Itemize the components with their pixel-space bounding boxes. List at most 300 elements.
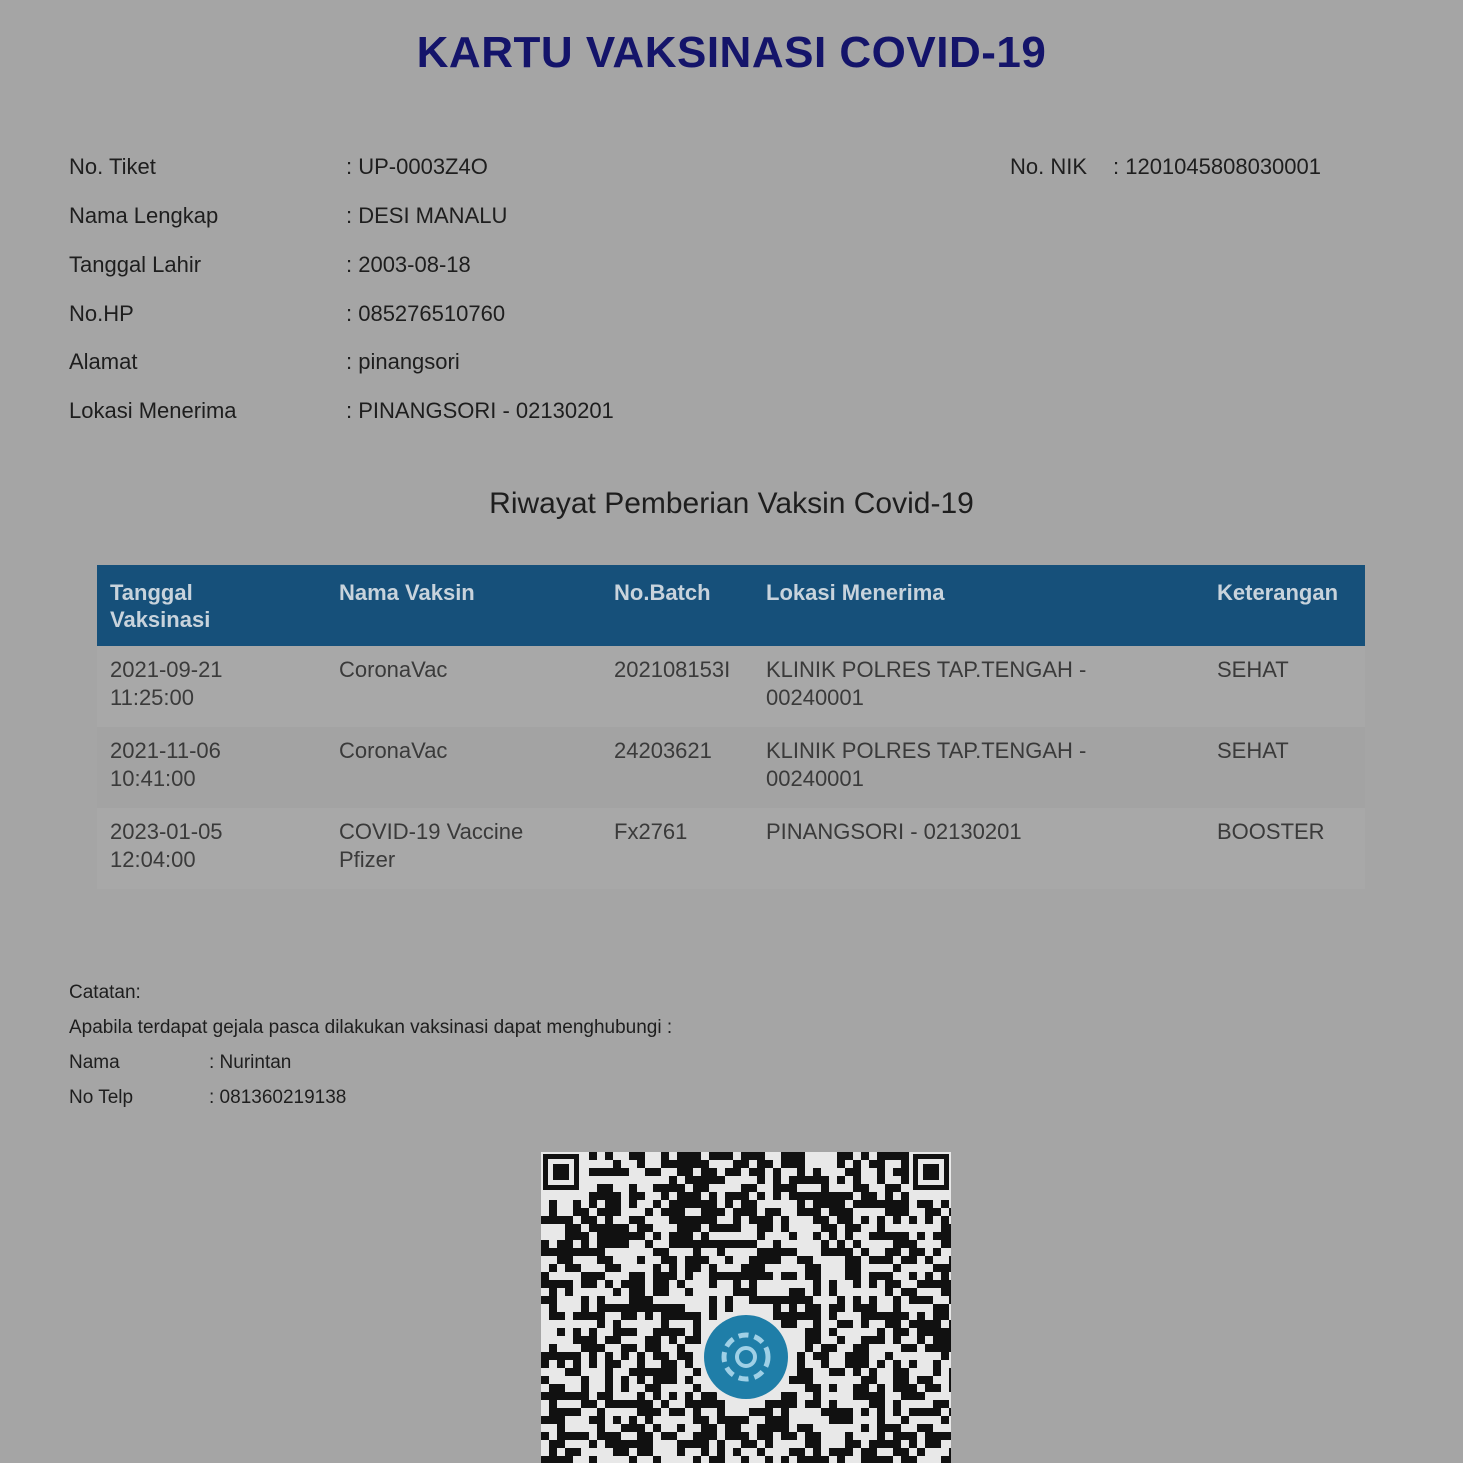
- qr-module: [621, 1440, 629, 1448]
- qr-module: [893, 1304, 901, 1312]
- qr-module: [853, 1160, 861, 1168]
- qr-module: [677, 1440, 685, 1448]
- qr-module: [605, 1400, 613, 1408]
- qr-module: [661, 1320, 669, 1328]
- qr-module: [893, 1400, 901, 1408]
- qr-module: [917, 1232, 925, 1240]
- qr-module: [789, 1272, 797, 1280]
- qr-module: [629, 1232, 637, 1240]
- row-time-value: 10:41:00: [110, 766, 196, 791]
- qr-module: [933, 1248, 941, 1256]
- qr-module: [613, 1264, 621, 1272]
- row-location: [766, 737, 1186, 793]
- qr-module: [781, 1152, 789, 1160]
- qr-module: [837, 1216, 845, 1224]
- qr-module: [669, 1272, 677, 1280]
- qr-module: [541, 1272, 549, 1280]
- qr-module: [573, 1352, 581, 1360]
- qr-module: [613, 1448, 621, 1456]
- qr-module: [629, 1440, 637, 1448]
- qr-module: [581, 1304, 589, 1312]
- qr-module: [781, 1456, 789, 1463]
- qr-module: [853, 1392, 861, 1400]
- qr-module: [829, 1408, 837, 1416]
- qr-module: [653, 1384, 661, 1392]
- qr-module: [741, 1272, 749, 1280]
- qr-module: [717, 1224, 725, 1232]
- qr-module: [701, 1432, 709, 1440]
- qr-module: [685, 1352, 693, 1360]
- qr-module: [901, 1192, 909, 1200]
- qr-module: [685, 1152, 693, 1160]
- qr-module: [837, 1152, 845, 1160]
- qr-module: [541, 1352, 549, 1360]
- qr-module: [621, 1240, 629, 1248]
- qr-module: [813, 1336, 821, 1344]
- qr-module: [565, 1392, 573, 1400]
- qr-module: [853, 1240, 861, 1248]
- qr-module: [893, 1200, 901, 1208]
- qr-module: [549, 1304, 557, 1312]
- qr-module: [677, 1232, 685, 1240]
- qr-module: [573, 1392, 581, 1400]
- row-time-value: 11:25:00: [110, 685, 195, 710]
- qr-module: [685, 1216, 693, 1224]
- header-date-line1: Tanggal: [110, 580, 193, 605]
- qr-module: [725, 1240, 733, 1248]
- qr-module: [845, 1416, 853, 1424]
- row-location-line2: 00240001: [766, 685, 864, 710]
- qr-module: [845, 1264, 853, 1272]
- qr-module: [661, 1152, 669, 1160]
- qr-module: [693, 1216, 701, 1224]
- contact-name-label: Nama: [69, 1052, 120, 1073]
- ticket-row: [69, 152, 488, 182]
- qr-module: [605, 1256, 613, 1264]
- qr-module: [653, 1336, 661, 1344]
- qr-module: [797, 1168, 805, 1176]
- qr-module: [941, 1280, 949, 1288]
- qr-module: [741, 1240, 749, 1248]
- qr-module: [637, 1360, 645, 1368]
- qr-module: [597, 1296, 605, 1304]
- qr-module: [813, 1456, 821, 1463]
- qr-module: [877, 1256, 885, 1264]
- qr-module: [589, 1312, 597, 1320]
- qr-module: [693, 1384, 701, 1392]
- qr-module: [661, 1280, 669, 1288]
- qr-module: [677, 1224, 685, 1232]
- qr-module: [629, 1280, 637, 1288]
- qr-module: [821, 1456, 829, 1463]
- qr-module: [765, 1256, 773, 1264]
- qr-module: [749, 1240, 757, 1248]
- qr-module: [813, 1400, 821, 1408]
- qr-module: [861, 1216, 869, 1224]
- qr-module: [861, 1336, 869, 1344]
- qr-module: [765, 1248, 773, 1256]
- qr-module: [557, 1408, 565, 1416]
- qr-module: [845, 1272, 853, 1280]
- qr-module: [781, 1248, 789, 1256]
- qr-module: [621, 1312, 629, 1320]
- qr-module: [701, 1440, 709, 1448]
- qr-module: [845, 1432, 853, 1440]
- qr-module: [869, 1272, 877, 1280]
- qr-module: [565, 1456, 573, 1463]
- qr-module: [861, 1408, 869, 1416]
- qr-module: [845, 1408, 853, 1416]
- qr-module: [733, 1240, 741, 1248]
- qr-module: [925, 1208, 933, 1216]
- qr-module: [861, 1360, 869, 1368]
- qr-module: [877, 1384, 885, 1392]
- qr-module: [901, 1240, 909, 1248]
- qr-module: [861, 1448, 869, 1456]
- qr-module: [949, 1384, 951, 1392]
- qr-module: [805, 1384, 813, 1392]
- qr-module: [829, 1368, 837, 1376]
- qr-module: [861, 1192, 869, 1200]
- qr-module: [597, 1392, 605, 1400]
- qr-module: [557, 1360, 565, 1368]
- qr-module: [925, 1320, 933, 1328]
- qr-module: [605, 1368, 613, 1376]
- qr-module: [549, 1288, 557, 1296]
- qr-module: [549, 1264, 557, 1272]
- qr-module: [909, 1296, 917, 1304]
- qr-module: [661, 1184, 669, 1192]
- qr-module: [869, 1280, 877, 1288]
- qr-module: [837, 1320, 845, 1328]
- qr-module: [821, 1248, 829, 1256]
- qr-module: [925, 1384, 933, 1392]
- qr-module: [821, 1216, 829, 1224]
- qr-module: [789, 1320, 797, 1328]
- qr-module: [677, 1152, 685, 1160]
- qr-module: [933, 1400, 941, 1408]
- qr-module: [549, 1280, 557, 1288]
- qr-module: [757, 1408, 765, 1416]
- qr-module: [621, 1352, 629, 1360]
- qr-module: [621, 1376, 629, 1384]
- qr-module: [701, 1392, 709, 1400]
- qr-module: [645, 1368, 653, 1376]
- qr-module: [581, 1232, 589, 1240]
- qr-module: [765, 1440, 773, 1448]
- address-row: [69, 347, 460, 377]
- qr-module: [909, 1256, 917, 1264]
- qr-module: [717, 1408, 725, 1416]
- qr-module: [797, 1376, 805, 1384]
- qr-module: [941, 1416, 949, 1424]
- row-date: [110, 656, 310, 712]
- qr-module: [813, 1216, 821, 1224]
- qr-module: [765, 1272, 773, 1280]
- qr-module: [685, 1400, 693, 1408]
- qr-module: [605, 1384, 613, 1392]
- row-date-value: 2021-09-21: [110, 657, 223, 682]
- qr-module: [741, 1200, 749, 1208]
- qr-module: [597, 1168, 605, 1176]
- qr-module: [605, 1152, 613, 1160]
- nik-value: : 1201045808030001: [1113, 154, 1321, 179]
- qr-code-graphic: [541, 1152, 951, 1463]
- dob-label: Tanggal Lahir: [69, 252, 202, 277]
- qr-module: [565, 1408, 573, 1416]
- qr-module: [581, 1312, 589, 1320]
- qr-module: [637, 1440, 645, 1448]
- qr-module: [733, 1272, 741, 1280]
- qr-module: [597, 1232, 605, 1240]
- qr-module: [885, 1208, 893, 1216]
- qr-module: [645, 1440, 653, 1448]
- qr-module: [701, 1400, 709, 1408]
- qr-module: [653, 1168, 661, 1176]
- qr-module: [917, 1200, 925, 1208]
- qr-module: [573, 1408, 581, 1416]
- header-location: Lokasi Menerima: [766, 580, 945, 605]
- qr-module: [653, 1344, 661, 1352]
- qr-module: [613, 1288, 621, 1296]
- qr-module: [757, 1176, 765, 1184]
- qr-module: [781, 1432, 789, 1440]
- qr-module: [709, 1224, 717, 1232]
- qr-module: [893, 1168, 901, 1176]
- qr-module: [837, 1304, 845, 1312]
- qr-module: [757, 1248, 765, 1256]
- qr-module: [901, 1392, 909, 1400]
- qr-module: [757, 1224, 765, 1232]
- qr-module: [781, 1184, 789, 1192]
- qr-module: [725, 1304, 733, 1312]
- qr-module: [837, 1368, 845, 1376]
- qr-module: [797, 1192, 805, 1200]
- qr-module: [765, 1424, 773, 1432]
- qr-module: [805, 1376, 813, 1384]
- qr-module: [701, 1416, 709, 1424]
- row-vaccine-line1: CoronaVac: [339, 738, 448, 763]
- qr-module: [901, 1256, 909, 1264]
- qr-module: [685, 1376, 693, 1384]
- qr-module: [637, 1432, 645, 1440]
- qr-module: [893, 1232, 901, 1240]
- qr-module: [949, 1280, 951, 1288]
- qr-module: [869, 1304, 877, 1312]
- qr-module: [789, 1288, 797, 1296]
- qr-module: [669, 1304, 677, 1312]
- qr-module: [917, 1320, 925, 1328]
- qr-module: [581, 1216, 589, 1224]
- qr-module: [949, 1296, 951, 1304]
- qr-module: [877, 1456, 885, 1463]
- qr-module: [613, 1304, 621, 1312]
- qr-module: [629, 1152, 637, 1160]
- qr-module: [781, 1312, 789, 1320]
- qr-module: [869, 1448, 877, 1456]
- qr-module: [901, 1200, 909, 1208]
- qr-module: [805, 1272, 813, 1280]
- qr-module: [549, 1208, 557, 1216]
- qr-module: [549, 1344, 557, 1352]
- qr-module: [677, 1352, 685, 1360]
- qr-module: [613, 1168, 621, 1176]
- qr-module: [821, 1200, 829, 1208]
- qr-module: [773, 1192, 781, 1200]
- qr-module: [709, 1312, 717, 1320]
- qr-module: [949, 1448, 951, 1456]
- qr-module: [717, 1416, 725, 1424]
- qr-module: [637, 1296, 645, 1304]
- qr-module: [773, 1176, 781, 1184]
- qr-module: [917, 1448, 925, 1456]
- qr-module: [821, 1192, 829, 1200]
- qr-module: [613, 1240, 621, 1248]
- qr-module: [781, 1424, 789, 1432]
- qr-module: [629, 1344, 637, 1352]
- qr-module: [637, 1280, 645, 1288]
- qr-module: [789, 1248, 797, 1256]
- qr-module: [797, 1368, 805, 1376]
- qr-module: [773, 1240, 781, 1248]
- qr-module: [877, 1336, 885, 1344]
- qr-module: [917, 1328, 925, 1336]
- qr-module: [637, 1288, 645, 1296]
- qr-module: [597, 1304, 605, 1312]
- qr-module: [693, 1192, 701, 1200]
- qr-module: [797, 1312, 805, 1320]
- qr-module: [757, 1424, 765, 1432]
- qr-module: [813, 1312, 821, 1320]
- qr-module: [893, 1432, 901, 1440]
- qr-module: [941, 1456, 949, 1463]
- qr-module: [765, 1160, 773, 1168]
- qr-module: [709, 1304, 717, 1312]
- qr-module: [837, 1456, 845, 1463]
- qr-module: [805, 1368, 813, 1376]
- qr-module: [597, 1432, 605, 1440]
- qr-module: [869, 1232, 877, 1240]
- qr-module: [941, 1344, 949, 1352]
- qr-module: [677, 1424, 685, 1432]
- qr-module: [853, 1176, 861, 1184]
- qr-module: [589, 1216, 597, 1224]
- qr-module: [909, 1240, 917, 1248]
- qr-module: [669, 1176, 677, 1184]
- row-location-line1: KLINIK POLRES TAP.TENGAH -: [766, 738, 1087, 763]
- qr-module: [677, 1312, 685, 1320]
- qr-module: [677, 1328, 685, 1336]
- qr-module: [605, 1168, 613, 1176]
- qr-module: [653, 1232, 661, 1240]
- qr-module: [829, 1384, 837, 1392]
- qr-module: [949, 1456, 951, 1463]
- qr-module: [861, 1392, 869, 1400]
- qr-module: [789, 1184, 797, 1192]
- qr-module: [653, 1272, 661, 1280]
- qr-module: [885, 1280, 893, 1288]
- qr-module: [893, 1296, 901, 1304]
- qr-module: [557, 1424, 565, 1432]
- qr-module: [701, 1232, 709, 1240]
- qr-module: [685, 1232, 693, 1240]
- qr-module: [581, 1272, 589, 1280]
- qr-module: [581, 1280, 589, 1288]
- row-vaccine-line1: CoronaVac: [339, 657, 448, 682]
- qr-module: [797, 1200, 805, 1208]
- qr-module: [933, 1264, 941, 1272]
- qr-module: [621, 1448, 629, 1456]
- qr-module: [869, 1392, 877, 1400]
- qr-module: [861, 1248, 869, 1256]
- qr-module: [693, 1320, 701, 1328]
- qr-module: [653, 1408, 661, 1416]
- qr-module: [709, 1456, 717, 1463]
- qr-module: [661, 1288, 669, 1296]
- qr-module: [765, 1408, 773, 1416]
- qr-module: [901, 1328, 909, 1336]
- qr-module: [749, 1216, 757, 1224]
- row-date-value: 2023-01-05: [110, 819, 223, 844]
- row-vaccine-line2: Pfizer: [339, 847, 396, 872]
- qr-module: [589, 1272, 597, 1280]
- qr-module: [733, 1160, 741, 1168]
- qr-module: [901, 1448, 909, 1456]
- qr-module: [893, 1184, 901, 1192]
- row-note: SEHAT: [1217, 657, 1289, 682]
- qr-module: [869, 1160, 877, 1168]
- qr-module: [869, 1456, 877, 1463]
- qr-module: [797, 1424, 805, 1432]
- qr-module: [853, 1200, 861, 1208]
- qr-module: [741, 1456, 749, 1463]
- qr-module: [693, 1256, 701, 1264]
- qr-module: [797, 1448, 805, 1456]
- qr-module: [813, 1432, 821, 1440]
- qr-module: [925, 1376, 933, 1384]
- qr-module: [949, 1256, 951, 1264]
- qr-module: [637, 1192, 645, 1200]
- qr-module: [573, 1264, 581, 1272]
- qr-module: [717, 1456, 725, 1463]
- qr-module: [621, 1168, 629, 1176]
- qr-module: [661, 1312, 669, 1320]
- qr-module: [669, 1432, 677, 1440]
- qr-module: [557, 1384, 565, 1392]
- qr-module: [885, 1184, 893, 1192]
- qr-module: [845, 1224, 853, 1232]
- qr-module: [733, 1288, 741, 1296]
- qr-module: [917, 1408, 925, 1416]
- qr-module: [805, 1208, 813, 1216]
- qr-module: [885, 1192, 893, 1200]
- qr-module: [909, 1440, 917, 1448]
- qr-module: [589, 1152, 597, 1160]
- qr-module: [741, 1440, 749, 1448]
- qr-module: [629, 1304, 637, 1312]
- qr-module: [605, 1216, 613, 1224]
- qr-module: [789, 1232, 797, 1240]
- qr-module: [605, 1200, 613, 1208]
- qr-module: [845, 1352, 853, 1360]
- qr-module: [669, 1368, 677, 1376]
- qr-module: [661, 1368, 669, 1376]
- qr-module: [853, 1224, 861, 1232]
- qr-module: [557, 1240, 565, 1248]
- qr-module: [941, 1432, 949, 1440]
- qr-module: [581, 1376, 589, 1384]
- qr-module: [845, 1256, 853, 1264]
